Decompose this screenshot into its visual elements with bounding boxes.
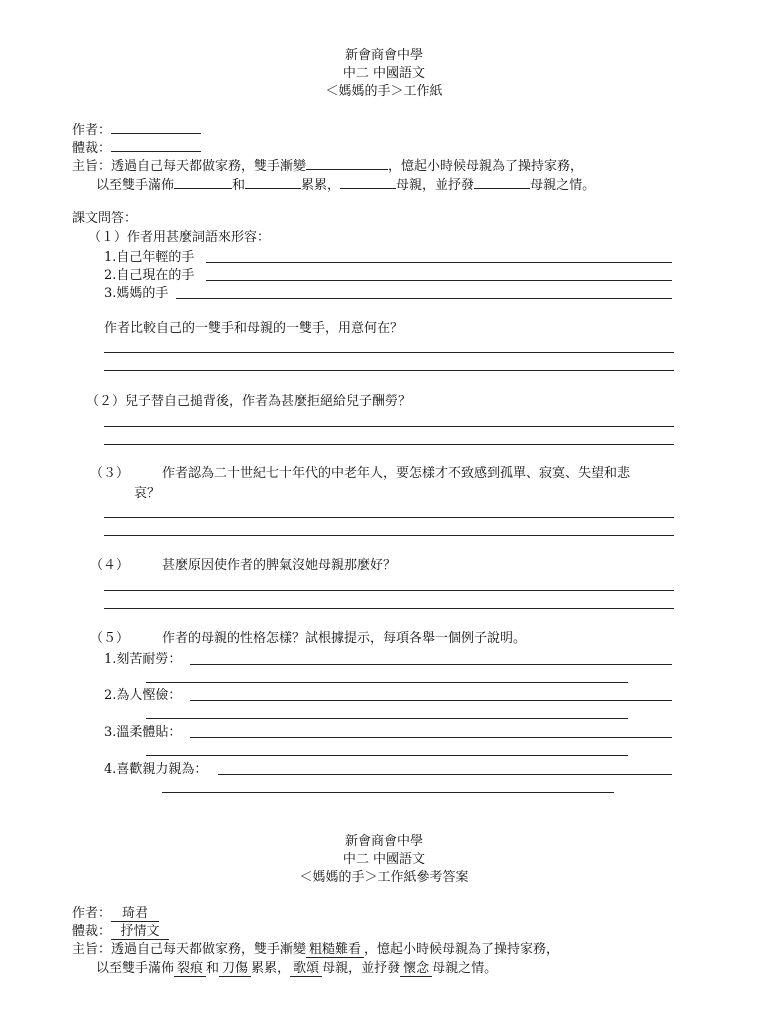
theme-text-3: 以至雙手滿佈 (96, 178, 175, 193)
school-name: 新會商會中學 (344, 48, 423, 63)
answer-title: ＜媽媽的手＞工作紙參考答案 (299, 870, 469, 885)
answer-line (146, 682, 628, 683)
answer-line (104, 535, 674, 536)
q4-text: 甚麼原因使作者的脾氣沒她母親那麼好？ (162, 558, 397, 573)
q3-number: （３） (90, 466, 130, 481)
answer-line (190, 737, 672, 738)
theme-blank-4 (340, 176, 396, 189)
answer-theme-text-1: 透過自己每天都做家務，雙手漸變 (111, 942, 307, 957)
answer-genre-label: 體裁： (72, 924, 112, 939)
q1-item-3: 3.媽媽的手 (104, 286, 169, 301)
answer-theme-text-6: 母親之情。 (432, 961, 498, 976)
answer-line (162, 792, 614, 793)
theme-blank-1 (306, 157, 388, 170)
genre-blank (111, 139, 201, 152)
q3-text-line-1: 作者認為二十世紀七十年代的中老年人，要怎樣才不致感到孤單、寂寞、失望和悲 (162, 466, 631, 481)
answer-line (104, 370, 674, 371)
q3-text-line-2: 哀？ (134, 486, 161, 501)
answer-line (104, 608, 674, 609)
answer-line (190, 664, 672, 665)
theme-label: 主旨： (72, 159, 112, 174)
answer-line (218, 774, 672, 775)
q5-number: （５） (90, 631, 130, 646)
q1-follow-up: 作者比較自己的一雙手和母親的一雙手，用意何在？ (104, 321, 404, 336)
answer-line (104, 444, 674, 445)
answer-theme-blank-3: 刀傷 (219, 962, 251, 977)
theme-blank-3 (245, 176, 301, 189)
answer-line (104, 517, 674, 518)
q2-text: （２）兒子替自己搥背後，作者為甚麼拒絕給兒子酬勞？ (86, 394, 412, 409)
answer-theme-and: 和 (206, 961, 220, 976)
answer-theme-blank-4: 歌頌 (290, 962, 322, 977)
answer-theme-row-2 (96, 961, 497, 977)
worksheet-title: ＜媽媽的手＞工作紙 (325, 84, 443, 99)
theme-row-2 (96, 176, 595, 194)
q4-number: （４） (90, 558, 130, 573)
theme-text-5: 母親，並抒發 (396, 178, 475, 193)
answer-theme-blank-2: 裂痕 (174, 962, 206, 977)
answer-school-name: 新會商會中學 (344, 834, 423, 849)
theme-blank-2 (174, 176, 232, 189)
answer-theme-text-2: ，憶起小時候母親為了操持家務， (364, 942, 560, 957)
answer-class-subject: 中二 中國語文 (342, 852, 426, 867)
answer-line (176, 298, 672, 299)
q5-item-2: 2.為人慳儉： (104, 688, 182, 703)
q5-item-1: 1.刻苦耐勞： (104, 652, 182, 667)
theme-and: 和 (232, 178, 246, 193)
answer-theme-blank-5: 懷念 (400, 962, 432, 977)
theme-text-4: 累累， (301, 178, 341, 193)
answer-line (104, 352, 674, 353)
q1-prompt: （１）作者用甚麼詞語來形容： (88, 230, 271, 245)
answer-author-label: 作者： (72, 906, 112, 921)
theme-row-1 (72, 157, 583, 175)
class-subject: 中二 中國語文 (342, 66, 426, 81)
answer-theme-row-1 (72, 942, 559, 958)
q1-item-1: 1.自己年輕的手 (104, 250, 195, 265)
answer-line (146, 718, 628, 719)
answer-line (206, 262, 672, 263)
genre-row (72, 139, 201, 157)
answer-theme-text-3: 以至雙手滿佈 (96, 961, 175, 976)
q5-item-4: 4.喜歡親力親為： (104, 762, 208, 777)
answer-theme-text-5: 母親，並抒發 (322, 961, 401, 976)
answer-line (104, 426, 674, 427)
theme-text-6: 母親之情。 (530, 178, 596, 193)
answer-theme-blank-1: 粗糙難看 (306, 943, 364, 958)
answer-theme-text-4: 累累， (251, 961, 291, 976)
author-blank (111, 121, 201, 134)
answer-genre-value: 抒情文 (111, 925, 169, 940)
author-row (72, 121, 201, 139)
author-label: 作者： (72, 123, 112, 138)
answer-line (206, 280, 672, 281)
answer-line (104, 590, 674, 591)
theme-text-2: ，憶起小時候母親為了操持家務， (388, 159, 584, 174)
answer-genre-row (72, 924, 169, 940)
q5-item-3: 3.溫柔體貼： (104, 725, 182, 740)
q1-item-2: 2.自己現在的手 (104, 268, 195, 283)
answer-theme-label: 主旨： (72, 942, 112, 957)
theme-text-1: 透過自己每天都做家務，雙手漸變 (111, 159, 307, 174)
answer-author-row (72, 906, 159, 922)
theme-blank-5 (474, 176, 530, 189)
answer-author-value: 琦君 (111, 907, 159, 922)
q5-text: 作者的母親的性格怎樣？試根據提示，每項各舉一個例子說明。 (162, 631, 527, 646)
answer-line (190, 700, 672, 701)
genre-label: 體裁： (72, 141, 112, 156)
answer-line (146, 755, 628, 756)
qa-label: 課文問答： (72, 211, 138, 226)
